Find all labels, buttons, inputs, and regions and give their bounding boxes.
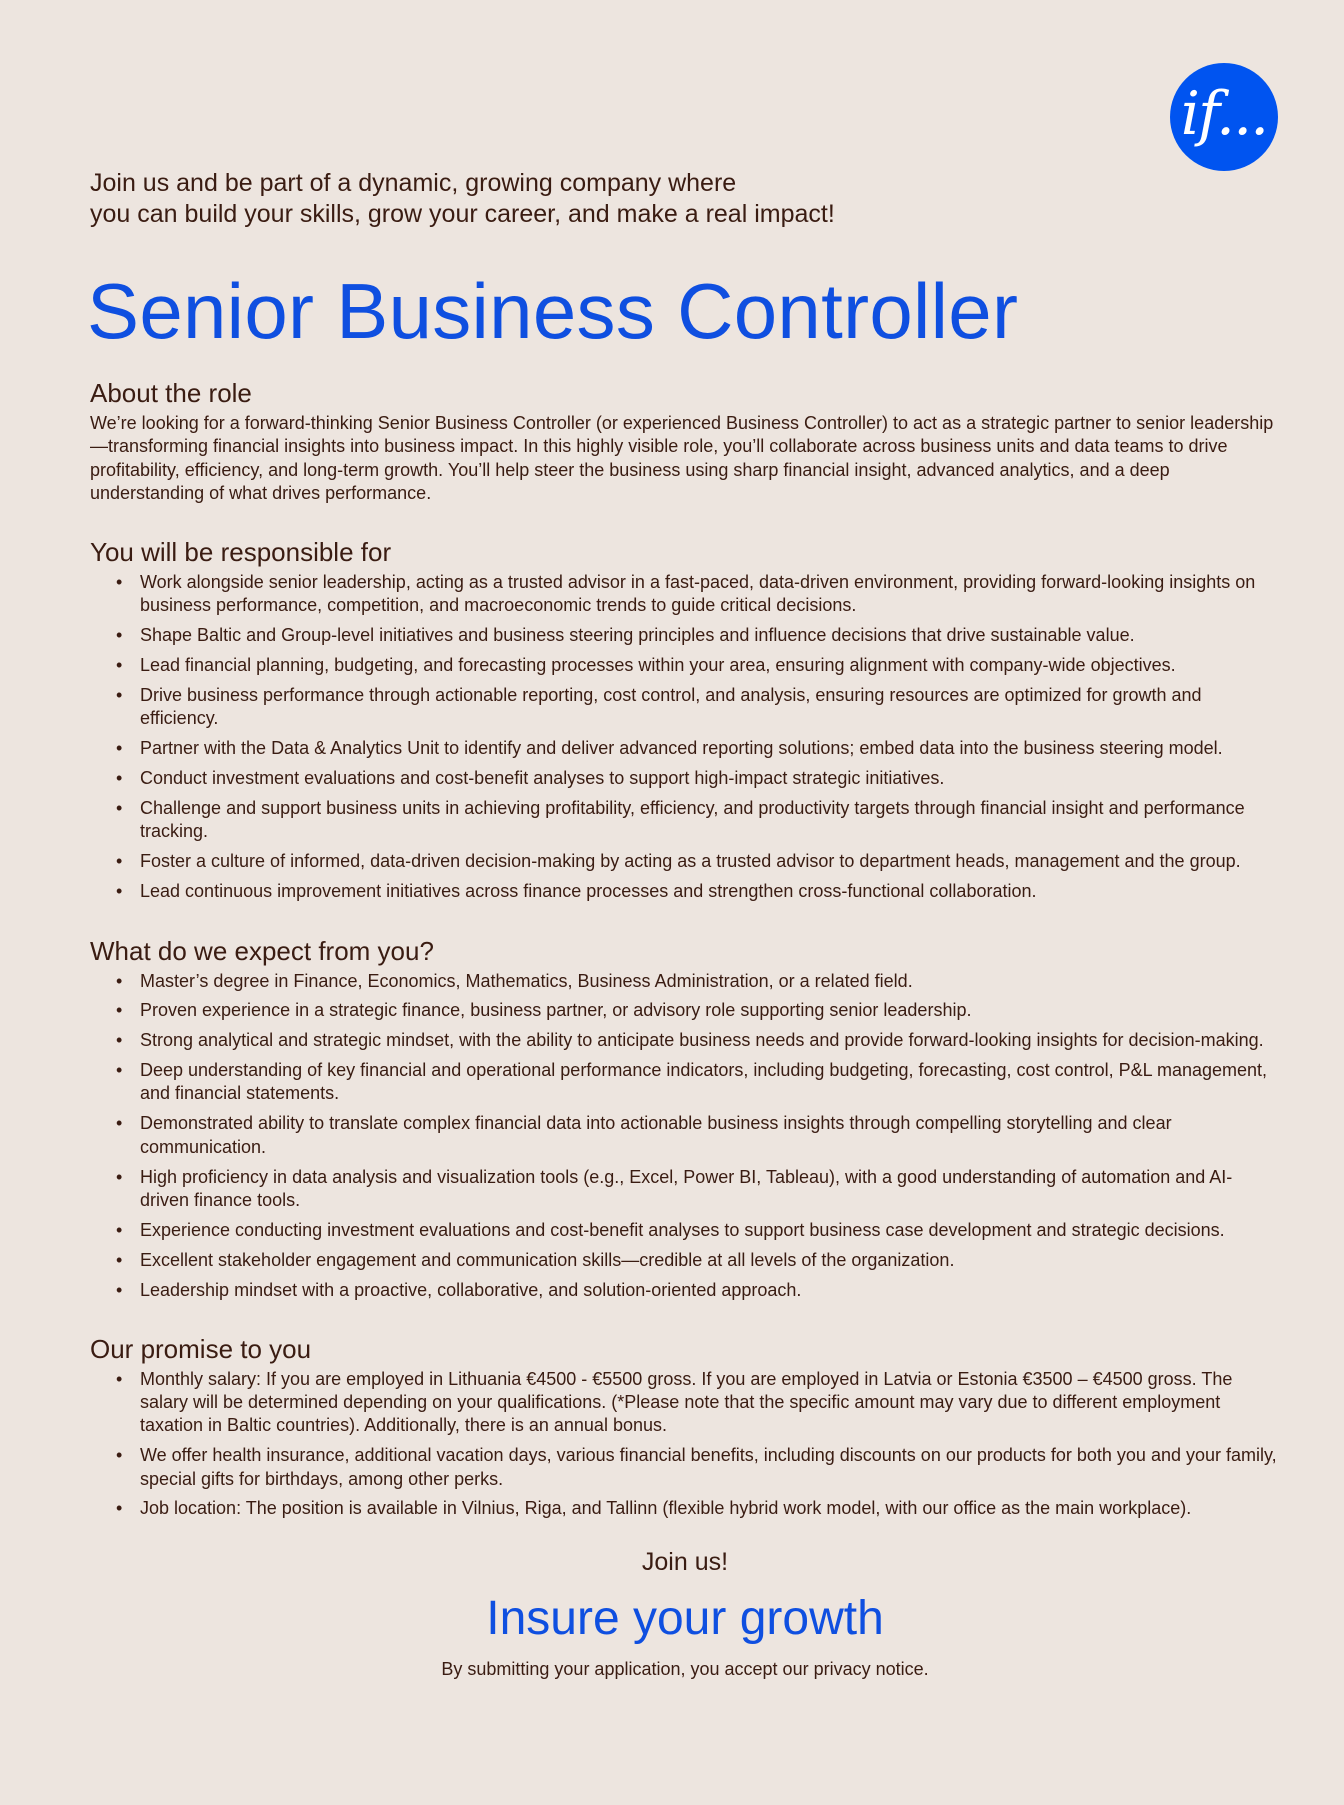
list-item: • Monthly salary: If you are employed in Lithuania €4500 - €5500 gross. If you are employed in Latvia or Estonia €3500 – €4500 gross. The salary will be determined depending on your qualifications. (*Please note that the specific amount may vary due to different employment taxation in Baltic countries). Additionally, there is an annual bonus.	[90, 1368, 1280, 1438]
list-item: • Challenge and support business units in achieving profitability, efficiency, and productivity targets through financial insight and performance tracking.	[90, 797, 1280, 844]
list-item: • Conduct investment evaluations and cost-benefit analyses to support high-impact strategic initiatives.	[90, 767, 1280, 790]
list-item: • Partner with the Data & Analytics Unit to identify and deliver advanced reporting solutions; embed data into the business steering model.	[90, 737, 1280, 760]
logo-text: if...	[1180, 79, 1268, 149]
list-item: • We offer health insurance, additional vacation days, various financial benefits, including discounts on our products for both you and your family, special gifts for birthdays, among other perks.	[90, 1444, 1280, 1491]
about-heading: About the role	[90, 378, 252, 408]
list-item: • Lead financial planning, budgeting, and forecasting processes within your area, ensuring alignment with company-wide objectives.	[90, 654, 1280, 677]
list-item: • Work alongside senior leadership, acting as a trusted advisor in a fast-paced, data-driven environment, providing forward-looking insights on business performance, competition, and macroeconomic trends to guide critical decisions.	[90, 571, 1280, 618]
tagline: Insure your growth	[486, 1591, 884, 1645]
list-item: • Foster a culture of informed, data-driven decision-making by acting as a trusted advisor to department heads, management and the group.	[90, 850, 1280, 873]
list-item: • Strong analytical and strategic mindset, with the ability to anticipate business needs and provide forward-looking insights for decision-making.	[90, 1029, 1280, 1052]
expectations-list	[90, 970, 1280, 1302]
responsibilities-heading: You will be responsible for	[90, 537, 392, 568]
job-title: Senior Business Controller	[87, 267, 1019, 355]
privacy-notice: By submitting your application, you accept our privacy notice.	[441, 1658, 929, 1679]
list-item: • Lead continuous improvement initiatives across finance processes and strengthen cross-functional collaboration.	[90, 880, 1280, 903]
list-item: • Demonstrated ability to translate complex financial data into actionable business insights through compelling storytelling and clear communication.	[90, 1112, 1280, 1159]
join-us-text: Join us!	[641, 1547, 729, 1576]
list-item: • Drive business performance through actionable reporting, cost control, and analysis, ensuring resources are optimized for growth and efficiency.	[90, 684, 1280, 731]
list-item: • Job location: The position is available in Vilnius, Riga, and Tallinn (flexible hybrid work model, with our office as the main workplace).	[90, 1497, 1280, 1520]
expectations-heading: What do we expect from you?	[90, 935, 434, 966]
intro-line-2: you can build your skills, grow your career, and make a real impact!	[90, 200, 835, 228]
posting-content	[87, 168, 1280, 1681]
list-item: • Deep understanding of key financial and operational performance indicators, including budgeting, forecasting, cost control, P&L management, and financial statements.	[90, 1059, 1280, 1106]
intro-text	[90, 168, 1280, 230]
if-logo	[1170, 63, 1278, 171]
list-item: • Shape Baltic and Group-level initiatives and business steering principles and influence decisions that drive sustainable value.	[90, 624, 1280, 647]
list-item: • Leadership mindset with a proactive, collaborative, and solution-oriented approach.	[90, 1279, 1280, 1302]
intro-line-1: Join us and be part of a dynamic, growing company where	[90, 169, 737, 197]
list-item: • Proven experience in a strategic finance, business partner, or advisory role supporting senior leadership.	[90, 999, 1280, 1022]
about-body: We’re looking for a forward-thinking Senior Business Controller (or experienced Business Controller) to act as a strategic partner to senior leadership—transforming financial insights into business impact. In this highly visible role, you’ll collaborate across business units and data teams to drive profitability, efficiency, and long-term growth. You’ll help steer the business using sharp financial insight, advanced analytics, and a deep understanding of what drives performance.	[90, 413, 1274, 503]
responsibilities-list	[90, 571, 1280, 903]
list-item: • Excellent stakeholder engagement and communication skills—credible at all levels of the organization.	[90, 1249, 1280, 1272]
list-item: • Master’s degree in Finance, Economics, Mathematics, Business Administration, or a related field.	[90, 970, 1280, 993]
promise-list	[90, 1368, 1280, 1521]
list-item: • High proficiency in data analysis and visualization tools (e.g., Excel, Power BI, Tableau), with a good understanding of automation and AI-driven finance tools.	[90, 1166, 1280, 1213]
promise-heading: Our promise to you	[90, 1333, 312, 1364]
list-item: • Experience conducting investment evaluations and cost-benefit analyses to support business case development and strategic decisions.	[90, 1219, 1280, 1242]
